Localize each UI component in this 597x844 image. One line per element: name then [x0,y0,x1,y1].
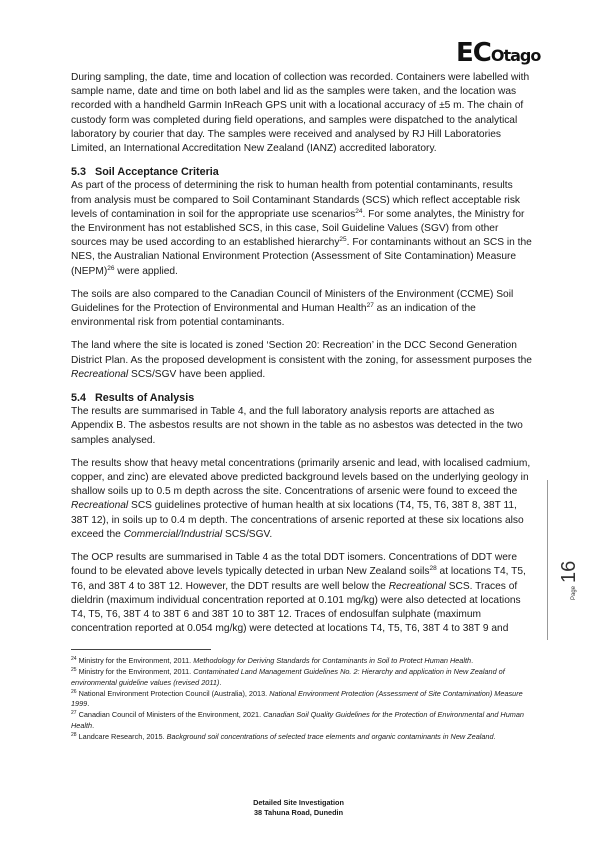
text-span: SCS. Traces of dieldrin (maximum individual concentration reported at 0.101 mg/kg) were also detected at locations T4, T5, T6, 38T 4 to 38T 6 and 38T 10 to 38T 12. Traces of endosulfan sulphate (maximum concentration reported at 0.054 mg/kg) were detected at locations T4, T5, T6, 38T 4 to 38T 9 and [71,580,521,635]
footnote-number: 25 [71,667,77,674]
footnote-number: 24 [71,656,77,662]
footnote-text: Landcare Research, 2015. [76,732,167,742]
footnote-divider [71,649,211,650]
text-span: at locations T4, T5, T6, and 38T 4 to 38T 12. However, the DDT results are well below the [71,566,526,592]
footnotes [71,656,533,743]
footnote-end: . [92,720,95,730]
paragraph-ccme [71,288,533,331]
text-span: As part of the process of determining the risk to human health from potential contaminants, results from analysis must be compared to Soil Contaminant Standards (SCS) which reflect acceptable risk levels of contamination in soil for the appropriate use scenarios [71,180,521,220]
footnote-text: National Environment Protection Council (Australia), 2013. [76,688,270,698]
footnote-ref-24: 24 [355,207,363,215]
logo-otago: Otago [490,46,541,65]
ecotago-logo [456,40,540,66]
italic-text: Recreational [388,580,446,592]
text-span: as an indication of the environmental risk from potential contaminants. [71,303,476,329]
paragraph-zoning [71,339,533,382]
text-span: The soils are also compared to the Canadian Council of Ministers of the Environment (CCME) Soil Guidelines for the Protection of Environmental and Human Health [71,288,514,315]
footnote-text: Canadian Council of Ministers of the Environment, 2021. [76,710,264,720]
paragraph-sampling: During sampling, the date, time and location of collection was recorded. Containers were labelled with sample name, date and time on both label and lid as the samples were taken, and the location was recorded with a handheld Garmin InReach GPS unit with a locational accuracy of ±5 m. The chain of custody form was completed during field operations, and samples were dispatched to the analytical laboratory by courier that day. The samples were received and analysed by RJ Hill Laboratories Limited, an International Accreditation New Zealand (IANZ) accredited laboratory. [71,72,530,155]
text-span: SCS guidelines protective of human health at six locations (T4, T5, T6, 38T 8, 38T 11, 38T 12), in soils up to 0.4 m depth. The concentrations of arsenic reported at these six locations also exceed the [71,500,524,540]
footnote-number: 28 [71,732,77,739]
footnote-title: Background soil concentrations of selected trace elements and organic contaminants in New Zealand [166,732,494,742]
page-footer [0,798,597,818]
page-number-value: 16 [558,560,580,583]
footer-document-title: Detailed Site Investigation [253,798,344,807]
paragraph-heavy-metals [71,457,533,542]
footnote-ref-25: 25 [339,236,347,244]
heading-5-4 [71,391,533,405]
heading-number: 5.4 [71,392,87,405]
text-span: The results show that heavy metal concentrations (primarily arsenic and lead, with localised cadmium, copper, and zinc) are elevated above predicted background levels based on the underlying geology in shallow soils up to 0.5 m depth across the site. Concentrations of arsenic were found to exceed the [71,457,531,498]
paragraph-ocp [71,551,533,636]
text-span: SCS/SGV have been applied. [128,368,266,380]
footnote [71,732,533,742]
footnote [71,689,533,710]
footnote [71,667,533,688]
heading-title: Soil Acceptance Criteria [95,166,219,179]
italic-text: Recreational [71,368,129,380]
heading-5-3 [71,165,533,179]
footnote-title: National Environment Protection (Assessment of Site Contamination) Measure 1999 [71,688,523,709]
page-label: Page [571,585,577,600]
footnote-ref-28: 28 [429,565,437,573]
footnote-title: Canadian Soil Quality Guidelines for the Protection of Environmental and Human Health [71,710,524,730]
footnote-text: Ministry for the Environment, 2011. [76,667,194,677]
text-span: The land where the site is located is zoned ‘Section 20: Recreation’ in the DCC Second Generation District Plan. As the proposed development is consistent with the zoning, for assessment purposes the [71,340,532,366]
footnote [71,656,533,666]
paragraph-scs [71,179,533,278]
page-number [558,561,581,600]
italic-text: Commercial/Industrial [123,528,223,540]
italic-text: Recreational [71,500,129,512]
logo-ec: EC [456,38,491,68]
text-span: The OCP results are summarised in Table 4 as the total DDT isomers. Concentrations of DDT were found to be elevated above levels typically detected in urban New Zealand soils [71,552,517,578]
footnote-title: Methodology for Deriving Standards for Contaminants in Soil to Protect Human Health [193,656,472,665]
footnote-end: . [471,656,474,665]
footnote-number: 26 [71,688,77,695]
footnote-title: Contaminated Land Management Guidelines No. 2: Hierarchy and application in New Zealand of environmental guideline values (revised 2011) [71,667,505,687]
footnote [71,710,533,731]
footnote-ref-27: 27 [366,302,374,310]
footnote-end: . [493,732,496,742]
paragraph-summary: The results are summarised in Table 4, and the full laboratory analysis reports are attached as Appendix B. The asbestos results are not shown in the table as no asbestos was detected in the two samples analysed. [71,406,523,446]
page-body [71,71,533,645]
footnote-text: Ministry for the Environment, 2011. [76,656,194,665]
footnote-end: . [219,677,222,687]
footnote-number: 27 [71,710,77,717]
footnote-end: . [87,699,90,709]
text-span: . For some analytes, the Ministry for the Environment has not established SCS, in this case, Soil Guideline Values (SGV) from other sources may be used according to an established hierarchy [71,208,525,249]
footer-address: 38 Tahuna Road, Dunedin [253,808,344,817]
footnote-ref-26: 26 [107,264,115,272]
text-span: SCS/SGV. [222,528,273,540]
heading-number: 5.3 [71,166,87,179]
text-span: were applied. [114,265,178,277]
heading-title: Results of Analysis [95,392,195,405]
text-span: . For contaminants without an SCS in the NES, the Australian National Environment Protection (Assessment of Site Contamination) Measure (NEPM) [71,237,532,277]
